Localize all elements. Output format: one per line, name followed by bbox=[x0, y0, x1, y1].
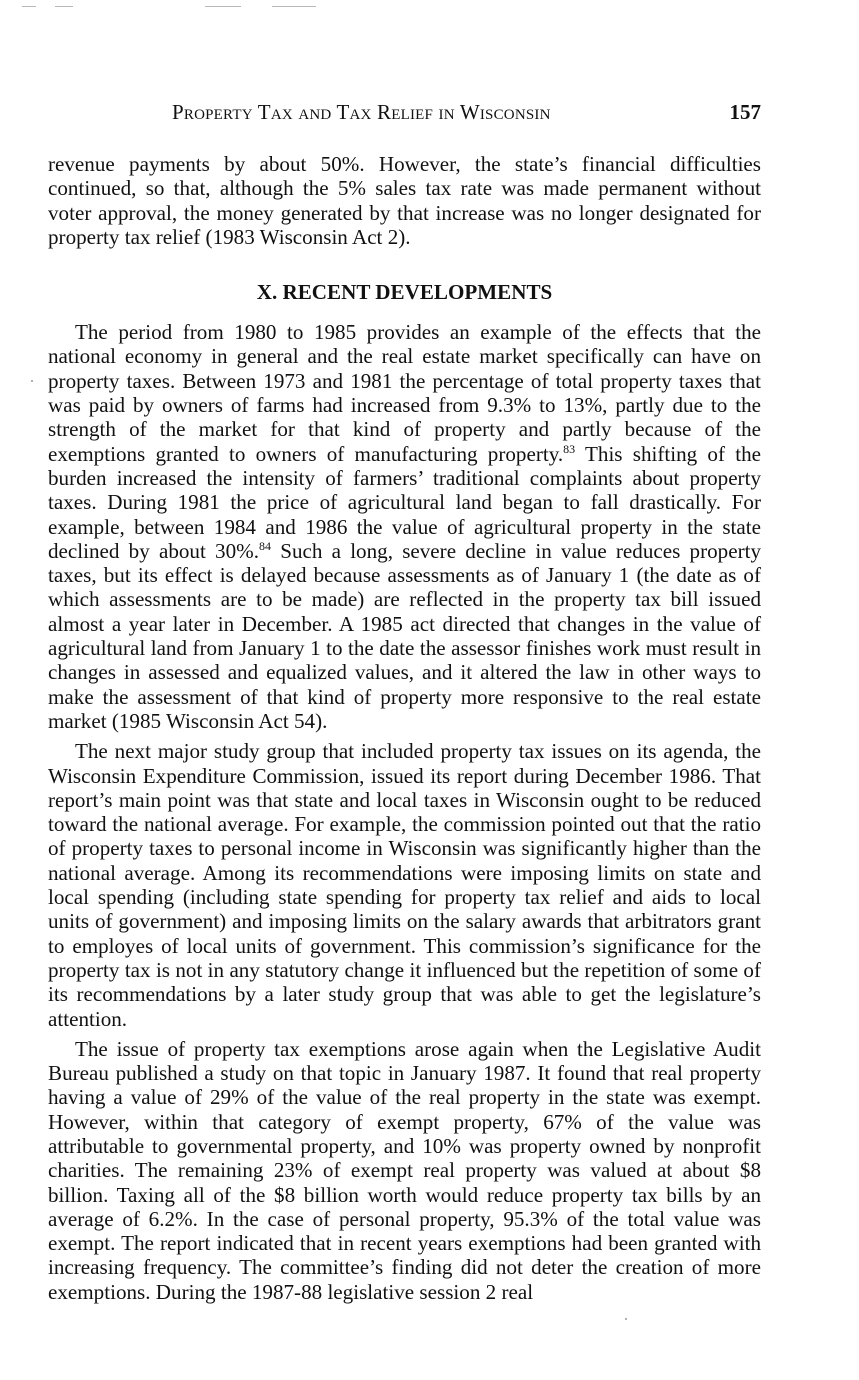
continued-paragraph: revenue payments by about 50%. However, the state’s financial difficulties continued, so that, although the 5% sales tax rate was made permanent without voter approval, the money generated by that increase was no longer designated for property tax relief (1983 Wisconsin Act 2). bbox=[48, 152, 761, 249]
section-heading: X. RECENT DEVELOPMENTS bbox=[256, 280, 553, 305]
paragraph-text: This shifting of the burden increased the intensity of farmers’ traditional complaints about property taxes. During 1981 the price of agricultural land began to fall drastically. For example, between 1984 and 1986 the value of agricultural property in the state declined by about 30%. bbox=[48, 441, 761, 563]
paragraph-text: Such a long, severe decline in value reduces property taxes, but its effect is delayed because assessments as of January 1 (the date as of which assessments are to be made) are reflected in the property tax bill issued almost a year later in December. A 1985 act directed that changes in the value of agricultural land from January 1 to the date the assessor finishes work must result in changes in assessed and equalized values, and it altered the law in other ways to make the assessment of that kind of property more responsive to the real estate market (1985 Wisconsin Act 54). bbox=[48, 538, 761, 733]
paragraph-text: The period from 1980 to 1985 provides an example of the effects that the national economy in general and the real estate market specifically can have on property taxes. Between 1973 and 1981 the percentage of total property taxes that was paid by owners of farms had increased from 9.3% to 13%, partly due to the strength of the market for that kind of property and partly because of the exemptions granted to owners of manufacturing property. bbox=[48, 320, 761, 466]
running-title: Property Tax and Tax Relief in Wisconsin bbox=[172, 100, 551, 124]
scan-mark bbox=[205, 6, 241, 7]
scan-mark bbox=[55, 6, 73, 7]
paragraph-expenditure-commission: The next major study group that included property tax issues on its agenda, the Wisconsin Expenditure Commission, issued its report during December 1986. That report’s main point was that state and local taxes in Wisconsin ought to be reduced toward the national average. For example, the commission pointed out that the ratio of property taxes to personal income in Wisconsin was significantly higher than the national average. Among its recommendations were imposing limits on state and local spending (including state spending for property tax relief and aids to local units of government) and imposing limits on the salary awards that arbitrators grant to employes of local units of government. This commission’s significance for the property tax is not in any statutory change it influenced but the repetition of some of its recommendations by a later study group that was able to get the legislature’s attention. bbox=[48, 739, 761, 1031]
body-text bbox=[48, 152, 761, 1304]
page-number: 157 bbox=[729, 100, 761, 124]
scan-speck bbox=[31, 380, 33, 382]
footnote-ref: 83 bbox=[563, 441, 576, 456]
scan-mark bbox=[22, 6, 36, 7]
running-header bbox=[48, 100, 761, 126]
scan-mark bbox=[272, 6, 316, 7]
scan-speck bbox=[625, 1318, 627, 1320]
footnote-ref: 84 bbox=[259, 538, 271, 553]
paragraph-recent-developments bbox=[48, 320, 761, 733]
scan-artifact-marks bbox=[0, 6, 859, 10]
paragraph-tax-exemptions: The issue of property tax exemptions arose again when the Legislative Audit Bureau published a study on that topic in January 1987. It found that real property having a value of 29% of the value of the real property in the state was exempt. However, within that category of exempt property, 67% of the value was attributable to governmental property, and 10% was property owned by nonprofit charities. The remaining 23% of exempt real property was valued at about $8 billion. Taxing all of the $8 billion worth would reduce property tax bills by an average of 6.2%. In the case of personal property, 95.3% of the total value was exempt. The report indicated that in recent years exemptions had been granted with increasing frequency. The committee’s finding did not deter the creation of more exemptions. During the 1987-88 legislative session 2 real bbox=[48, 1036, 761, 1304]
